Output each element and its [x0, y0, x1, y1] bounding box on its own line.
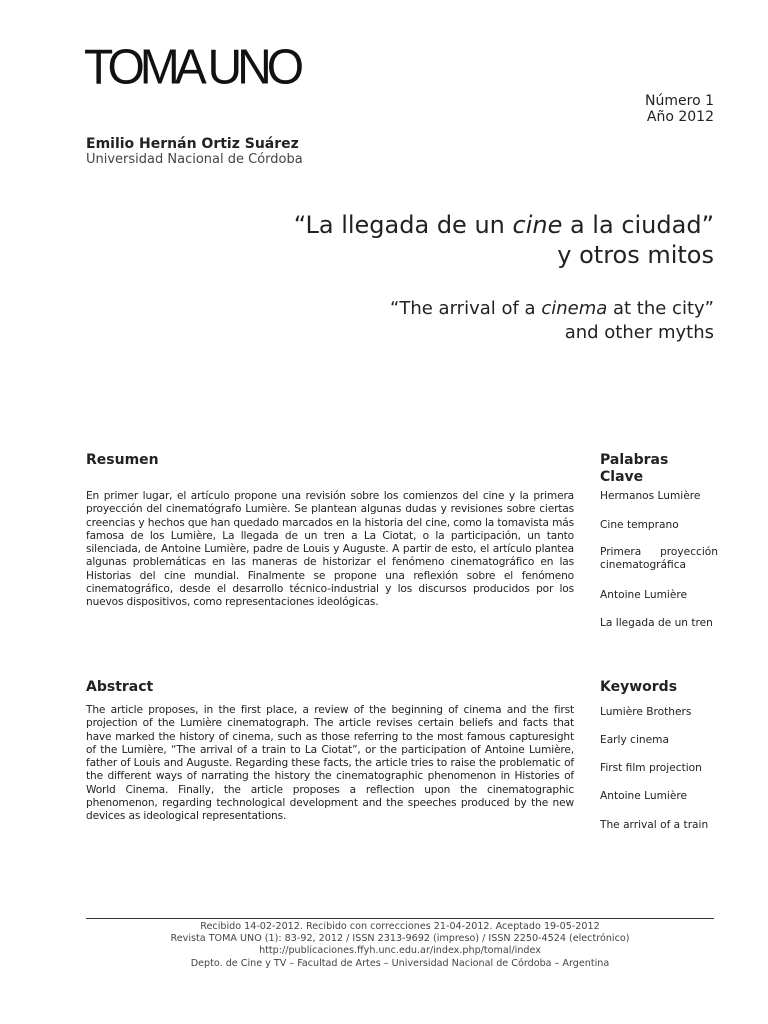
keyword-item: Antoine Lumière: [600, 790, 687, 802]
footer-dates: Recibido 14-02-2012. Recibido con correcciones 21-04-2012. Aceptado 19-05-2012: [200, 921, 600, 932]
footer-citation: Revista TOMA UNO (1): 83-92, 2012 / ISSN 2313-9692 (impreso) / ISSN 2250-4524 (electrónico): [170, 933, 630, 945]
title-spanish-line2: y otros mitos: [557, 241, 714, 269]
keyword-item: First film projection: [600, 762, 702, 774]
title-english-line1: [390, 297, 714, 321]
keyword-item: The arrival of a train: [600, 819, 709, 831]
resumen-heading: Resumen: [86, 452, 159, 468]
title-english-emphasis: cinema: [541, 298, 608, 319]
issue-info: [645, 93, 714, 125]
abstract-heading: Abstract: [86, 679, 154, 695]
title-english-line2: and other myths: [564, 322, 714, 343]
footer-divider: [86, 918, 714, 919]
keyword-item: Lumière Brothers: [600, 706, 692, 718]
title-spanish-emphasis: cine: [512, 211, 563, 239]
title-spanish-part2: a la ciudad”: [562, 211, 714, 239]
issue-year: Año 2012: [646, 109, 714, 125]
title-english-part1: “The arrival of a: [390, 298, 542, 319]
palabra-clave-item: Primera proyección cinematográfica: [600, 546, 718, 571]
footer: [86, 921, 714, 970]
palabra-clave-item: Hermanos Lumière: [600, 490, 701, 502]
footer-url[interactable]: http://publicaciones.ffyh.unc.edu.ar/index.php/tomal/index: [259, 945, 541, 957]
resumen-text: En primer lugar, el artículo propone una revisión sobre los comienzos del cine y la primera proyección del cinematógrafo Lumière. Se plantean algunas dudas y revisiones sobre ciertas creencias y hechos que han quedado marcados en la historia del cine, como la tomavista más famosa de los Lumière, La llegada de un tren a La Ciotat, o la participación, un tanto silenciada, de Antoine Lumière, padre de Louis y Auguste. A partir de esto, el artículo plantea algunas problemáticas en las maneras de historizar el fenómeno cinematográfico en las Historias del cine mundial. Finalmente se propone una reflexión sobre el fenómeno cinematográfico, desde el desarrollo técnico-industrial y los discursos producidos por los nuevos dispositivos, como representaciones ideológicas.: [86, 490, 574, 609]
author-name: Emilio Hernán Ortiz Suárez: [86, 136, 299, 152]
palabra-clave-item: Cine temprano: [600, 519, 679, 531]
title-spanish-line1: [294, 210, 714, 240]
footer-department: Depto. de Cine y TV – Facultad de Artes – Universidad Nacional de Córdoba – Argentina: [190, 957, 610, 969]
palabras-clave-heading-line1: Palabras: [600, 452, 669, 468]
title-spanish-part1: “La llegada de un: [293, 211, 513, 239]
keywords-heading: Keywords: [600, 679, 678, 695]
title-english: [390, 297, 714, 345]
title-spanish: [294, 210, 714, 270]
keyword-item: Early cinema: [600, 734, 669, 746]
journal-logo: TOMA UNO: [84, 40, 300, 95]
abstract-text: The article proposes, in the first place, a review of the beginning of cinema and the first projection of the Lumière cinematograph. The article revises certain beliefs and facts that have marked the history of cinema, such as those referring to the most famous capturesight of the Lumière, “The arrival of a train to La Ciotat”, or the participation of Antoine Lumière, father of Louis and Auguste. Regarding these facts, the article tries to raise the problematic of the different ways of narrating the history the cinematographic phenomenon in Histories of World Cinema. Finally, the article proposes a reflection upon the cinematographic phenomenon, regarding technological development and the speeches produced by the new devices as ideological representations.: [86, 704, 574, 823]
author-affiliation: Universidad Nacional de Córdoba: [86, 152, 303, 167]
issue-number: Número 1: [645, 93, 714, 109]
palabra-clave-item: Antoine Lumière: [600, 589, 687, 601]
palabras-clave-heading: [600, 452, 668, 486]
palabras-clave-heading-line2: Clave: [600, 469, 644, 485]
title-english-part2: at the city”: [607, 298, 714, 319]
palabra-clave-item: La llegada de un tren: [600, 617, 713, 629]
